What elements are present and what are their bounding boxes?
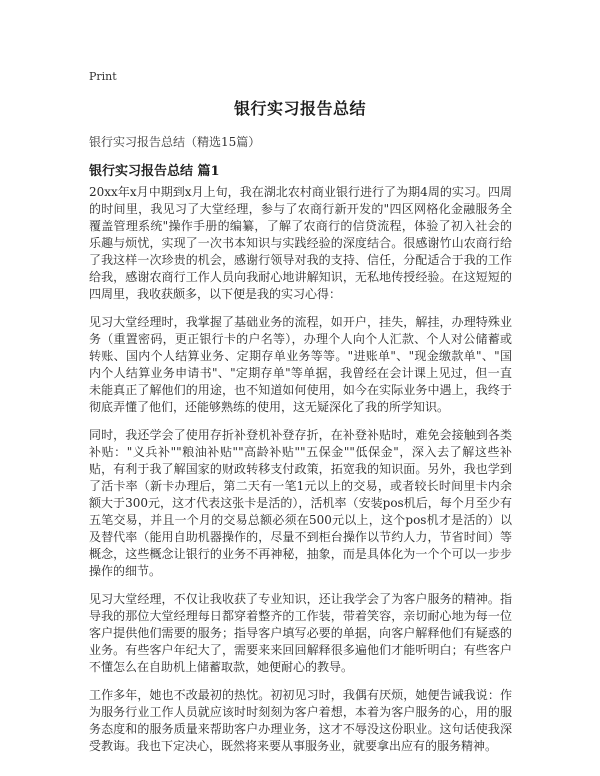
paragraph-1: 20xx年x月中期到x月上旬，我在湖北农村商业银行进行了为期4周的实习。四周的时间里，我见习了大堂经理，参与了农商行新开发的"四区网格化金融服务全覆盖管理系统"操作手册的编纂，了解了农商行的信贷流程，体验了初入社会的乐趣与烦忧，实现了一次书本知识与实践经验的深度结合。很感谢竹山农商行给了我这样一次珍贵的机会，感谢行领导对我的支持、信任，分配适合于我的工作给我，感谢农商行工作人员向我耐心地讲解知识，无私地传授经验。在这短短的四周里，我收获颇多，以下便是我的实习心得： [89, 185, 512, 301]
print-link[interactable]: Print [89, 70, 117, 83]
paragraph-3: 同时，我还学会了使用存折补登机补登存折，在补登补贴时，难免会接触到各类补贴："义兵补""粮油补贴""高龄补贴""五保金""低保金"，深入去了解这些补贴，有利于我了解国家的财政转移支付政策，拓宽我的知识面。另外，我也学到了活卡率（新卡办理后，第二天有一笔1元以上的交易，或者较长时间里卡内余额大于300元，这才代表这张卡是活的），活机率（安装pos机后，每个月至少有五笔交易，并且一个月的交易总额必须在500元以上，这个pos机才是活的）以及替代率（能用自助机器操作的，尽量不到柜台操作以节约人力，节省时间）等概念，这些概念让银行的业务不再神秘，抽象，而是具体化为一个个可以一步步操作的细节。 [89, 428, 512, 578]
document-subtitle: 银行实习报告总结（精选15篇） [89, 135, 261, 149]
paragraph-2: 见习大堂经理时，我掌握了基础业务的流程，如开户，挂失，解挂，办理特殊业务（重置密码，更正银行卡的户名等），办理个人向个人汇款、个人对公储蓄或转账、国内个人结算业务、定期存单业务等等。"进账单"、"现金缴款单"、"国内个人结算业务申请书"、"定期存单"等单据，我曾经在会计课上见过，但一直未能真正了解他们的用途，也不知道如何使用，如今在实际业务中遇上，我终于彻底弄懂了他们，还能够熟练的使用，这无疑深化了我的所学知识。 [89, 315, 512, 414]
paragraph-4: 见习大堂经理，不仅让我收获了专业知识，还让我学会了为客户服务的精神。指导我的那位大堂经理每日都穿着整齐的工作装，带着笑容，亲切耐心地为每一位客户提供他们需要的服务；指导客户填写必要的单据，向客户解释他们有疑惑的业务。有些客户年纪大了，需要来来回回解释很多遍他们才能听明白；有些客户不懂怎么在自助机上储蓄取款，她便耐心的教导。 [89, 592, 512, 674]
paragraph-5: 工作多年，她也不改最初的热忱。初初见习时，我偶有厌烦，她便告诫我说：作为服务行业工作人员就应该时时刻刻为客户着想，本着为客户服务的心，用的服务态度和的服务质量来帮助客户办理业务，这才不辱没这份职业。这句话使我深受教诲。我也下定决心，既然将来要从事服务业，就要拿出应有的服务精神。 [89, 688, 512, 753]
section-heading: 银行实习报告总结 篇1 [89, 164, 220, 179]
page-title: 银行实习报告总结 [233, 99, 366, 118]
document-body [89, 184, 512, 766]
